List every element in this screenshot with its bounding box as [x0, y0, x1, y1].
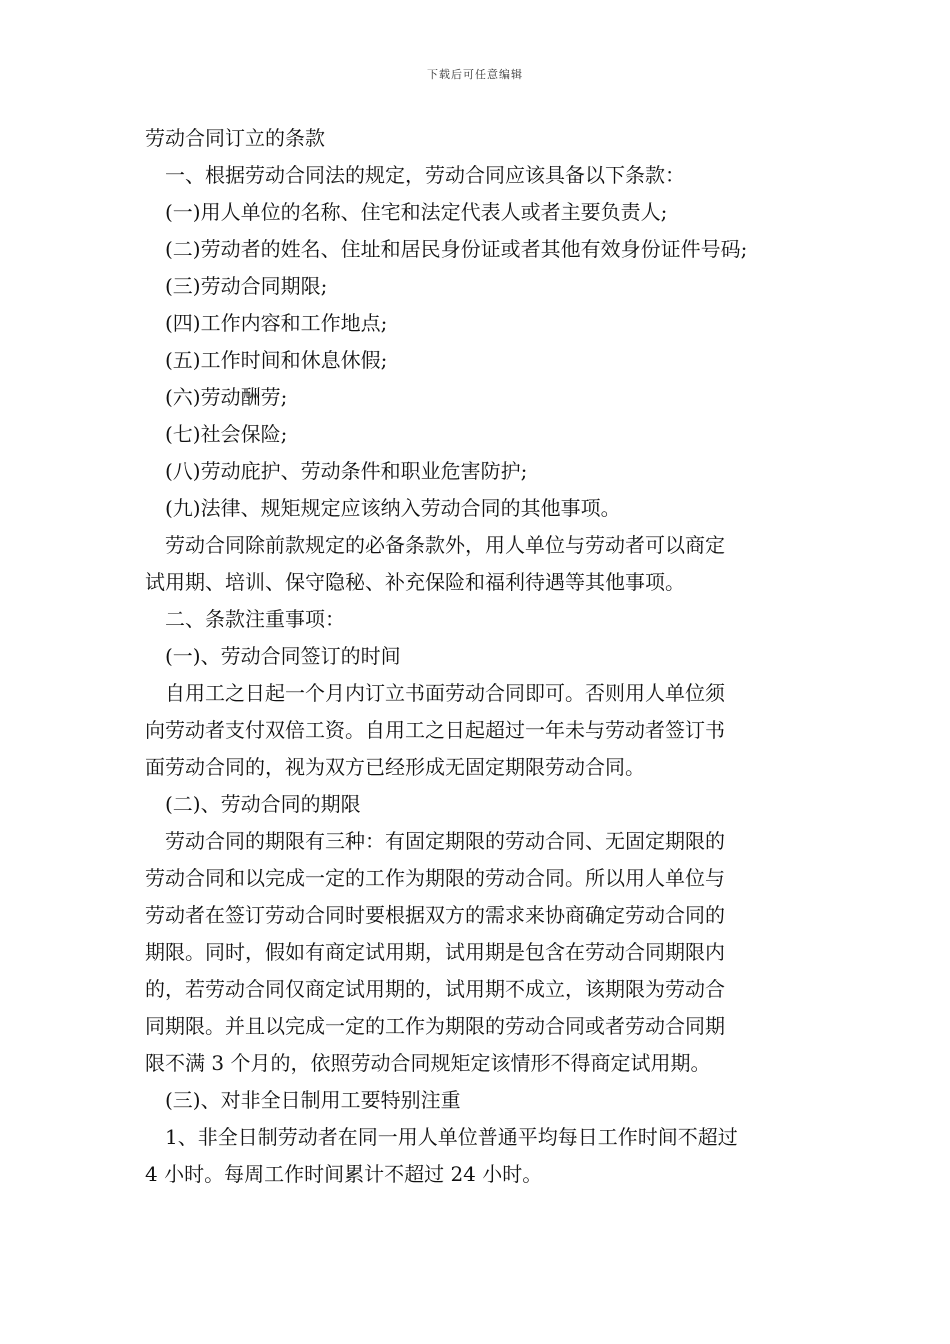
- paragraph-line: 1、非全日制劳动者在同一用人单位普通平均每日工作时间不超过: [165, 1125, 738, 1149]
- sub2-paragraph: [145, 823, 815, 1082]
- paragraph-line: 的，若劳动合同仅商定试用期的，试用期不成立，该期限为劳动合: [145, 977, 725, 1001]
- clause-item: (五)工作时间和休息休假;: [165, 348, 388, 372]
- sub3-heading: (三)、对非全日制用工要特别注重: [165, 1088, 461, 1112]
- clause-item: (二)劳动者的姓名、住址和居民身份证或者其他有效身份证件号码;: [165, 237, 748, 261]
- clause-item: (六)劳动酬劳;: [165, 385, 288, 409]
- sub1-heading: (一)、劳动合同签订的时间: [165, 644, 401, 668]
- header-note: 下载后可任意编辑: [427, 68, 523, 81]
- paragraph-line: 试用期、培训、保守隐秘、补充保险和福利待遇等其他事项。: [145, 570, 685, 594]
- document-body: [145, 120, 815, 1193]
- paragraph-line: 向劳动者支付双倍工资。自用工之日起超过一年未与劳动者签订书: [145, 718, 725, 742]
- clause-item: (三)劳动合同期限;: [165, 274, 328, 298]
- clause-item: (一)用人单位的名称、住宅和法定代表人或者主要负责人;: [165, 200, 668, 224]
- clause-item: (四)工作内容和工作地点;: [165, 311, 388, 335]
- sub2-heading: (二)、劳动合同的期限: [165, 792, 361, 816]
- document-title: 劳动合同订立的条款: [145, 126, 325, 150]
- paragraph-line: 劳动合同的期限有三种：有固定期限的劳动合同、无固定期限的: [165, 829, 725, 853]
- paragraph-line: 4 小时。每周工作时间累计不超过 24 小时。: [145, 1162, 543, 1186]
- sub1-paragraph: [145, 675, 815, 786]
- paragraph-line: 同期限。并且以完成一定的工作为期限的劳动合同或者劳动合同期: [145, 1014, 725, 1038]
- paragraph-line: 劳动合同和以完成一定的工作为期限的劳动合同。所以用人单位与: [145, 866, 725, 890]
- clause-item: (七)社会保险;: [165, 422, 288, 446]
- sub3-paragraph: [145, 1119, 815, 1193]
- clause-item: (八)劳动庇护、劳动条件和职业危害防护;: [165, 459, 528, 483]
- paragraph-line: 面劳动合同的，视为双方已经形成无固定期限劳动合同。: [145, 755, 645, 779]
- paragraph-line: 劳动合同除前款规定的必备条款外，用人单位与劳动者可以商定: [165, 533, 725, 557]
- additional-terms-paragraph: [145, 527, 815, 601]
- paragraph-line: 自用工之日起一个月内订立书面劳动合同即可。否则用人单位须: [165, 681, 725, 705]
- paragraph-line: 期限。同时，假如有商定试用期，试用期是包含在劳动合同期限内: [145, 940, 725, 964]
- paragraph-line: 劳动者在签订劳动合同时要根据双方的需求来协商确定劳动合同的: [145, 903, 725, 927]
- paragraph-line: 限不满 3 个月的，依照劳动合同规矩定该情形不得商定试用期。: [145, 1051, 711, 1075]
- clause-item: (九)法律、规矩规定应该纳入劳动合同的其他事项。: [165, 496, 621, 520]
- section2-heading: 二、条款注重事项：: [165, 607, 345, 631]
- section1-heading: 一、根据劳动合同法的规定，劳动合同应该具备以下条款：: [165, 163, 685, 187]
